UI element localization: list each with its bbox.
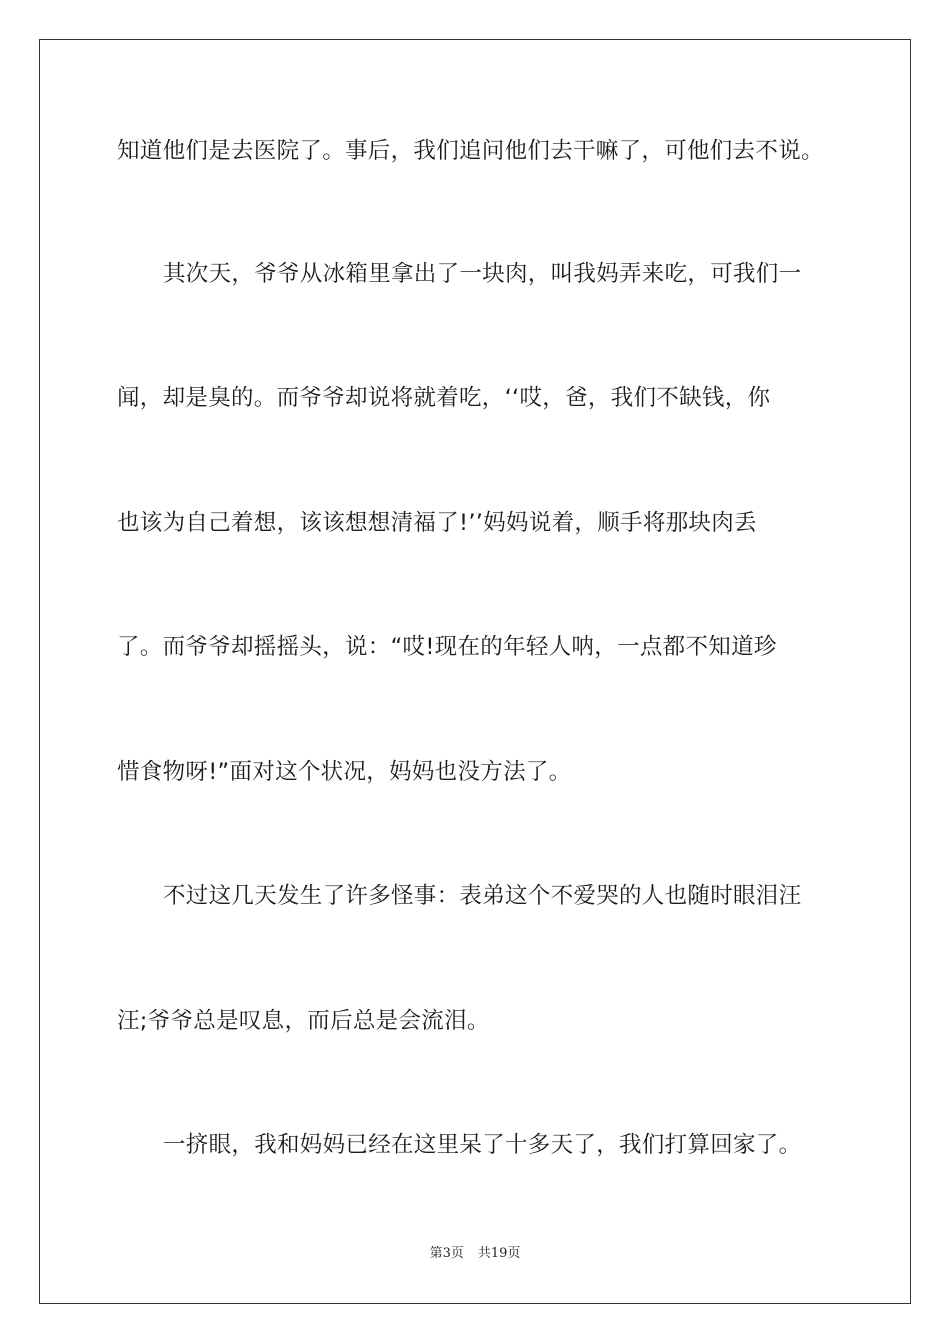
total-pages: 共19页 [477,1246,521,1261]
paragraph-line: 知道他们是去医院了。事后，我们追问他们去干嘛了，可他们去不说。 [117,138,824,164]
paragraph-line: 一挤眼，我和妈妈已经在这里呆了十多天了，我们打算回家了。 [163,1132,802,1158]
paragraph-line: 闻，却是臭的。而爷爷却说将就着吃，‘‘哎，爸，我们不缺钱，你 [117,385,771,411]
paragraph-line: 其次天，爷爷从冰箱里拿出了一块肉，叫我妈弄来吃，可我们一 [163,261,802,287]
page-border [39,39,911,1304]
paragraph-line: 不过这几天发生了许多怪事：表弟这个不爱哭的人也随时眼泪汪 [163,883,802,909]
paragraph-line: 惜食物呀!”面对这个状况，妈妈也没方法了。 [117,759,572,785]
paragraph-line: 了。而爷爷却摇摇头，说：“哎!现在的年轻人呐，一点都不知道珍 [117,634,777,660]
paragraph-line: 也该为自己着想，该该想想清福了!’’妈妈说着，顺手将那块肉丢 [117,510,757,536]
page-number: 第3页 [429,1246,464,1261]
page-footer [0,1246,950,1262]
paragraph-line: 汪;爷爷总是叹息，而后总是会流泪。 [117,1008,490,1034]
